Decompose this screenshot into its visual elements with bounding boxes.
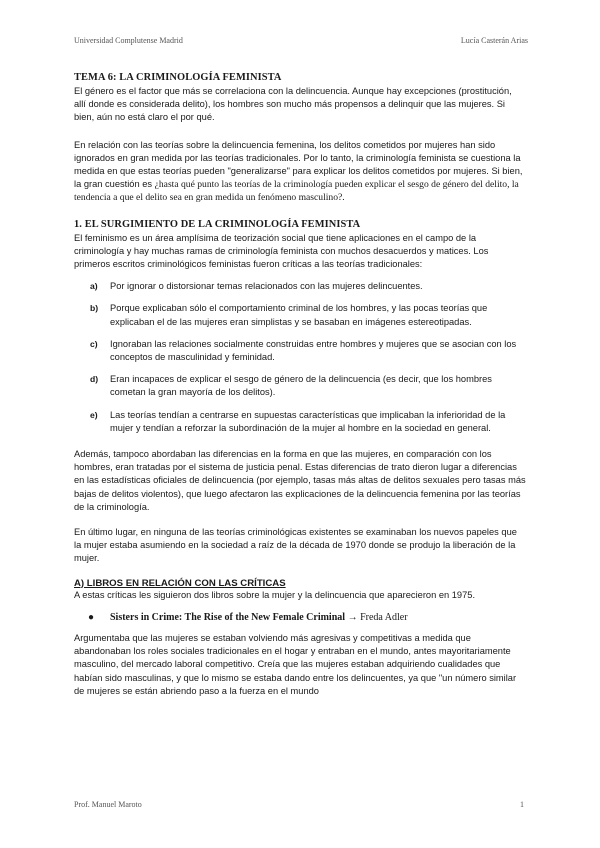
header-author: Lucía Casterán Arias <box>460 36 528 45</box>
list-item <box>74 409 526 435</box>
book-title: Sisters in Crime: The Rise of the New Female Criminal <box>110 611 346 623</box>
subsection-a-paragraph: A estas críticas les siguieron dos libros sobre la mujer y la delincuencia que aparecieron en 1975. <box>74 589 476 600</box>
key-question: ¿hasta qué punto las teorías de la criminología pueden explicar el sesgo de género del delito, la tendencia a que el delito sea en gran medida un fenómeno masculino?. <box>74 179 519 204</box>
section-1-paragraph-1: El feminismo es un área amplísima de teorización social que tiene aplicaciones en el campo de la criminología y hay muchas ramas de criminología feminista con muchos desacuerdos y matices. Los primeros escritos criminológicos feministas fueron críticas a las teorías tradicionales: <box>74 232 489 270</box>
page-number: 1 <box>520 800 524 809</box>
intro-paragraph-2-text: En relación con las teorías sobre la delincuencia femenina, los delitos cometidos por mujeres han sido ignorados en gran medida por las teorías tradicionales. Por lo tanto, la criminología feminista se cuestiona la medida en que estas teorías pueden "generalizarse" para explicar los delitos cometidos por mujeres. Si bien, la gran cuestión es <box>74 139 523 190</box>
list-item-text: Ignoraban las relaciones socialmente construidas entre hombres y mujeres que se asocian con los conceptos de masculinidad y feminidad. <box>110 338 517 363</box>
section-1-title: 1. EL SURGIMIENTO DE LA CRIMINOLOGÍA FEMINISTA <box>74 218 361 230</box>
list-item-text: Porque explicaban sólo el comportamiento criminal de los hombres, y las pocas teorías que explicaban el de las mujeres eran simplistas y se basaban en imágenes estereotipadas. <box>110 303 488 327</box>
critiques-list <box>74 280 526 435</box>
list-item <box>74 280 526 293</box>
document-body <box>74 72 526 698</box>
intro-paragraph-1: El género es el factor que más se correlaciona con la delincuencia. Aunque hay excepciones (prostitución, allí donde es considerada delito), los hombres son mucho más propensos a delinquir que las mujeres. Si bien, aún no está claro el por qué. <box>74 86 512 123</box>
bullet-icon: ● <box>88 611 95 623</box>
book-paragraph: Argumentaba que las mujeres se estaban volviendo más agresivas y competitivas a medida que abandonaban los roles sociales tradicionales en el hogar y entraban en el mundo, antes mayoritariamente masculino, del mercado laboral competitivo. Creía que las mujeres estaban adquiriendo cualidades que habían sido masculinas, y que lo mismo se estaba dando entre los delincuentes, ya que "un número similar de mujeres se están abriendo paso a la fuerza en el mundo <box>74 632 517 696</box>
list-marker: e) <box>90 409 98 420</box>
book-bullet <box>74 612 526 623</box>
list-marker: a) <box>90 281 98 292</box>
list-item-text: Por ignorar o distorsionar temas relacionados con las mujeres delincuentes. <box>110 281 423 292</box>
list-marker: b) <box>90 303 99 314</box>
footer-professor: Prof. Manuel Maroto <box>74 800 142 809</box>
book-author: Freda Adler <box>360 611 408 623</box>
list-marker: d) <box>90 374 99 385</box>
intro-paragraph-2 <box>74 139 526 205</box>
header-university: Universidad Complutense Madrid <box>74 36 183 45</box>
list-item <box>74 373 526 399</box>
arrow-icon: → <box>345 611 361 623</box>
list-item <box>74 338 526 364</box>
section-1-paragraph-2: Además, tampoco abordaban las diferencias en la forma en que las mujeres, en comparación con los hombres, eran tratadas por el sistema de justicia penal. Estas diferencias de trato dieron lugar a diferencias en las estadísticas oficiales de delincuencia (por ejemplo, tasas más altas de delitos sexuales pero tasas más bajas de delitos violentos), que luego afectaron las explicaciones de la delincuencia femenina por las teorías de la criminología. <box>74 449 526 512</box>
list-marker: c) <box>90 338 98 349</box>
section-title: TEMA 6: LA CRIMINOLOGÍA FEMINISTA <box>74 72 282 83</box>
subsection-a-title: A) LIBROS EN RELACIÓN CON LAS CRÍTICAS <box>74 577 286 589</box>
section-1-paragraph-3: En último lugar, en ninguna de las teorías criminológicas existentes se examinaban los nuevos papeles que la mujer estaba asumiendo en la sociedad a raíz de la década de 1970 donde se produjo la liberación de la mujer. <box>74 527 517 564</box>
list-item-text: Eran incapaces de explicar el sesgo de género de la delincuencia (es decir, que los hombres cometan la gran mayoría de los delitos). <box>110 374 492 398</box>
list-item <box>74 302 526 328</box>
list-item-text: Las teorías tendían a centrarse en supuestas características que implicaban la inferioridad de la mujer y tendían a reforzar la subordinación de la mujer al hombre en la sociedad en general. <box>110 409 506 433</box>
